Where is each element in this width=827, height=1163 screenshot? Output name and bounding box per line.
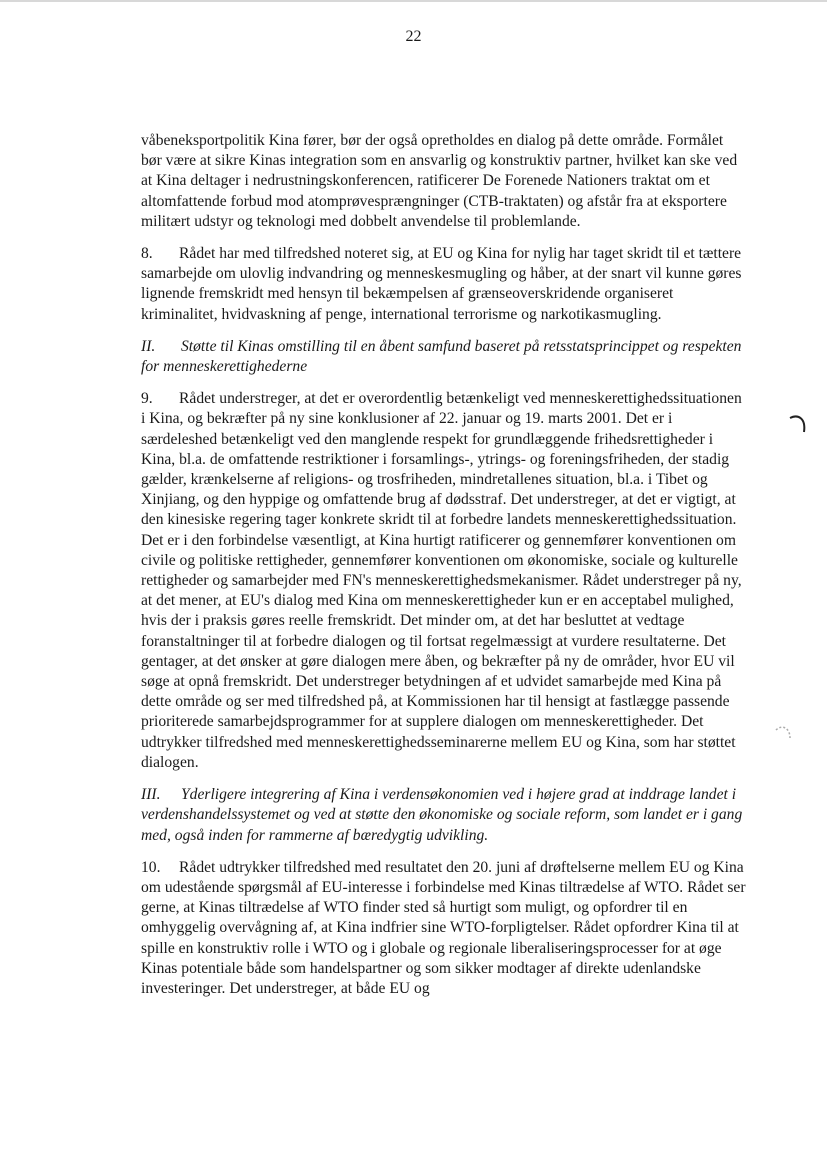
document-body [141, 131, 746, 1011]
hole-punch-mark-top [786, 412, 810, 436]
section-ii-title: Støtte til Kinas omstilling til en åbent samfund baseret på retsstatsprincippet og respekten for menneskerettighederne [141, 337, 742, 376]
intro-paragraph: våbeneksportpolitik Kina fører, bør der også opretholdes en dialog på dette område. Formålet bør være at sikre Kinas integration som en ansvarlig og konstruktiv partner, hvilket kan ske ved at Kina deltager i nedrustningskonferencen, ratificerer De Forenede Nationers traktat om et altomfattende forbud mod atomprøvesprængninger (CTB-traktaten) og afstår fra at eksportere militært udstyr og teknologi med dobbelt anvendelse til problemlande. [141, 132, 738, 230]
section-heading-iii [141, 785, 746, 846]
section-heading-ii [141, 337, 746, 377]
scan-top-edge [0, 0, 827, 2]
section-iii-number: III. [141, 786, 161, 804]
section-ii-number: II. [141, 337, 156, 355]
paragraph-10 [141, 858, 746, 999]
paragraph-9-number: 9. [141, 390, 153, 408]
paragraph-10-number: 10. [141, 858, 161, 876]
section-iii-title: Yderligere integrering af Kina i verdensøkonomien ved i højere grad at inddrage landet i verdenshandelssystemet og ved at støtte den økonomiske og sociale reform, som landet er i gang med, også inden for rammerne af bæredygtig udvikling. [141, 786, 743, 844]
hole-punch-mark-bottom [772, 722, 796, 746]
paragraph-8-text: Rådet har med tilfredshed noteret sig, at EU og Kina for nylig har taget skridt til et tættere samarbejde om ulovlig indvandring og menneskesmugling og håber, at der snart vil kunne gøres lignende fremskridt med hensyn til bekæmpelsen af grænseoverskridende organiseret kriminalitet, hvidvaskning af penge, international terrorisme og narkotikasmugling. [141, 245, 742, 323]
paragraph-9 [141, 389, 746, 773]
paragraph-9-text: Rådet understreger, at det er overordentlig betænkeligt ved menneskerettighedssituationen i Kina, og bekræfter på ny sine konklusioner af 22. januar og 19. marts 2001. Det er i særdeleshed betænkeligt ved den manglende respekt for grundlæggende frihedsrettigheder i Kina, bl.a. de omfattende restriktioner i forsamlings-, ytrings- og foreningsfriheden, der stadig gælder, krænkelserne af religions- og trosfriheden, mindretallenes situation, bl.a. i Tibet og Xinjiang, og den hyppige og omfattende brug af dødsstraf. Det understreger, at det er vigtigt, at den kinesiske regering tager konkrete skridt til at forbedre landets menneskerettighedssituation. Det er i den forbindelse væsentligt, at Kina hurtigt ratificerer og gennemfører konventionen om civile og politiske rettigheder, gennemfører konventionen om økonomiske, sociale og kulturelle rettigheder og samarbejder med FN's menneskerettighedsmekanismer. Rådet understreger på ny, at det mener, at EU's dialog med Kina om menneskerettigheder kun er en acceptabel mulighed, hvis der i praksis gøres reelle fremskridt. Det minder om, at det har besluttet at vedtage foranstaltninger til at forbedre dialogen og til fortsat regelmæssigt at vurdere resultaterne. Det gentager, at det ønsker at gøre dialogen mere åben, og bekræfter på ny de områder, hvor EU vil søge at opnå fremskridt. Det understreger betydningen af et udvidet samarbejde med Kina på dette område og ser med tilfredshed på, at Kommissionen har til hensigt at fastlægge passende prioriterede samarbejdsprogrammer for at supplere dialogen om menneskerettigheder. Det udtrykker tilfredshed med menneskerettighedsseminarerne mellem EU og Kina, som har støttet dialogen. [141, 390, 742, 771]
page-number: 22 [405, 28, 422, 45]
paragraph-10-text: Rådet udtrykker tilfredshed med resultatet den 20. juni af drøftelserne mellem EU og Kina om udestående spørgsmål af EU-interesse i forbindelse med Kinas tiltrædelse af WTO. Rådet ser gerne, at Kinas tiltrædelse af WTO finder sted så hurtigt som muligt, og opfordrer til en omhyggelig overvågning af, at Kina indfrier sine WTO-forpligtelser. Rådet opfordrer Kina til at spille en konstruktiv rolle i WTO og i globale og regionale liberaliseringsprocesser for at øge Kinas potentiale både som handelspartner og som sikker modtager af direkte udenlandske investeringer. Det understreger, at både EU og [141, 858, 746, 997]
paragraph-8-number: 8. [141, 245, 153, 263]
paragraph-8 [141, 244, 746, 325]
